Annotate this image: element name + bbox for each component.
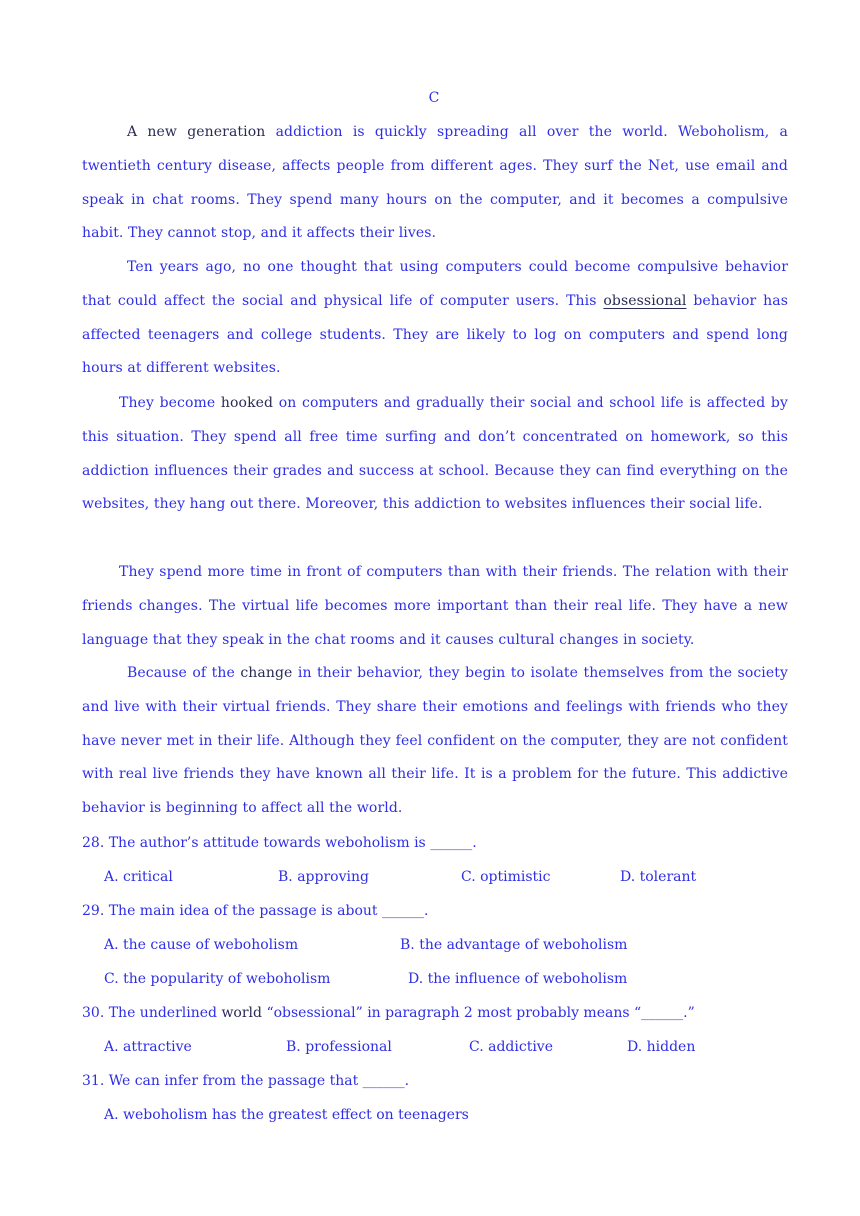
paragraph-5-c: in their behavior, they begin to isolate themselves from the society and live with their virtual friends. They share their emotions and feelings with friends who they have never met in their life. Although they feel confident on the computer, they are not confident with real live friends they have known all their life. It is a problem for the future. This addictive behavior is beginning to affect all the world. [82, 665, 788, 817]
paragraph-5-b: change [240, 665, 293, 681]
paragraph-2-before: Ten years ago, no one thought that using computers could become compulsive behavior that could affect the social and physical life of computer users. This [82, 259, 788, 309]
question-28-option-d: D. tolerant [620, 869, 697, 885]
passage-paragraph-5 [82, 657, 788, 826]
paragraph-4-a: They spend m [119, 564, 221, 580]
question-30-stem [82, 1003, 695, 1023]
question-30-stem-c: “obsessional” in paragraph 2 most probably means “______.” [262, 1005, 695, 1021]
question-28-option-c: C. optimistic [461, 869, 551, 885]
passage-paragraph-1 [82, 116, 788, 251]
paragraph-3-b: hooked [220, 395, 274, 411]
passage-paragraph-3 [82, 387, 788, 522]
passage-paragraph-2 [82, 251, 788, 386]
paragraph-3-a: They become [119, 395, 221, 411]
passage-paragraph-4 [82, 556, 788, 657]
question-30-option-c: C. addictive [469, 1039, 553, 1055]
question-30-option-a: A. attractive [104, 1039, 192, 1055]
question-29-option-a: A. the cause of weboholism [104, 937, 299, 953]
question-29-option-b: B. the advantage of weboholism [400, 937, 628, 953]
question-29-option-d: D. the influence of weboholism [408, 971, 628, 987]
question-31-stem: 31. We can infer from the passage that ______. [82, 1073, 410, 1089]
question-30-option-d: D. hidden [627, 1039, 696, 1055]
question-29-stem: 29. The main idea of the passage is about ______. [82, 903, 429, 919]
question-28-stem: 28. The author’s attitude towards weboholism is ______. [82, 835, 477, 851]
paragraph-1-lead: A new generation [127, 124, 266, 140]
question-30-stem-b: world [221, 1005, 262, 1021]
question-28-option-b: B. approving [278, 869, 369, 885]
paragraph-3-c: on computers and gradually their social and school life is affected by this situation. They spend all free time surfing and don’t concentrated on homework, so this addiction influences their grades and success at school. Because they can find everything on the websites, they hang out there. Moreover, this addiction to websites influences their social life. [82, 395, 789, 513]
question-31-option-a: A. weboholism has the greatest effect on teenagers [104, 1107, 469, 1123]
paragraph-5-a: Because of the [127, 665, 241, 681]
question-29-option-c: C. the popularity of weboholism [104, 971, 331, 987]
question-30-option-b: B. professional [286, 1039, 392, 1055]
paragraph-4-b: ore time in front of computers than with their friends. The relation with their friends changes. The virtual life becomes more important than their real life. They have a new language that they speak in the chat rooms and it causes cultural changes in society. [82, 564, 788, 648]
question-30-stem-a: 30. The underlined [82, 1005, 222, 1021]
section-label: C [428, 90, 440, 106]
underlined-word-obsessional: obsessional [603, 292, 687, 309]
paragraph-1-body: addiction is quickly spreading all over the world. Weboholism, a twentieth century disease, affects people from different ages. They surf the Net, use email and speak in chat rooms. They spend many hours on the computer, and it becomes a compulsive habit. They cannot stop, and it affects their lives. [82, 124, 788, 242]
paragraph-2-after: behavior has affected teenagers and college students. They are likely to log on computers and spend long hours at different websites. [82, 292, 788, 377]
question-28-option-a: A. critical [104, 869, 173, 885]
